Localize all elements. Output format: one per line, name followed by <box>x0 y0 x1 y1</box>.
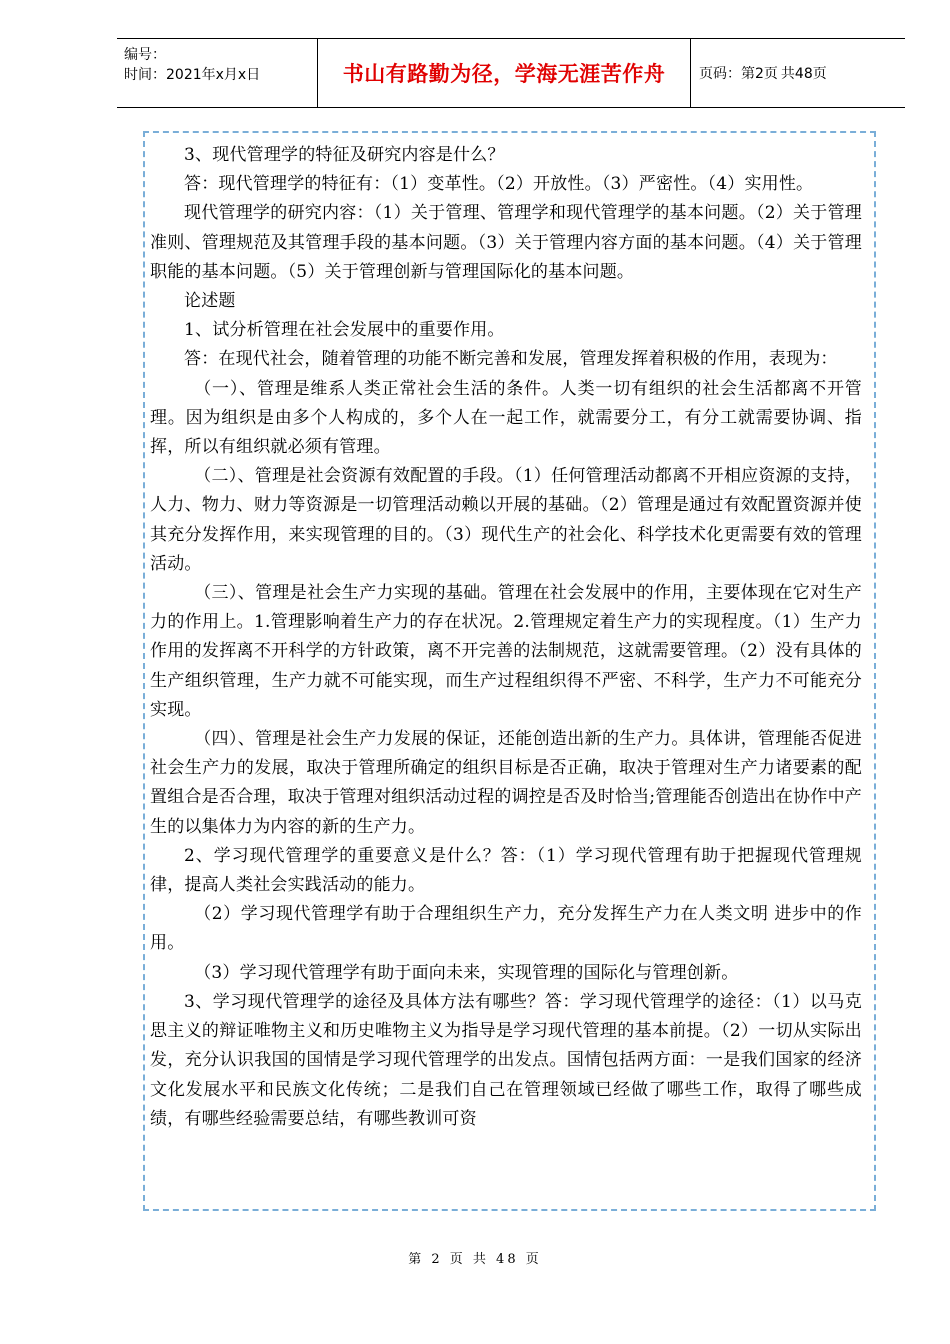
page-label: 页码：第2页 <box>699 66 778 82</box>
paragraph: （一）、管理是维系人类正常社会生活的条件。人类一切有组织的社会生活都离不开管理。因为组织是由多个人构成的，多个人在一起工作，就需要分工，有分工就需要协调、指挥，所以有组织就必须有管理。 <box>150 378 862 458</box>
paragraph: 答：现代管理学的特征有：（1）变革性。（2）开放性。（3）严密性。（4）实用性。 <box>184 174 814 195</box>
paragraph: （3）学习现代管理学有助于面向未来，实现管理的国际化与管理创新。 <box>194 962 739 983</box>
paragraph: 3、现代管理学的特征及研究内容是什么？ <box>184 145 505 165</box>
page-footer: 第 2 页 共 48 页 <box>408 1252 542 1267</box>
header-motto: 书山有路勤为径，学海无涯苦作舟 <box>342 61 666 86</box>
paragraph: 1、试分析管理在社会发展中的重要作用。 <box>184 320 505 341</box>
paragraph: （三）、管理是社会生产力实现的基础。管理在社会发展中的作用，主要体现在它对生产力的作用上。1.管理影响着生产力的存在状况。2.管理规定着生产力的实现程度。（1）生产力作用的发挥离不开科学的方针政策，离不开完善的法制规范，这就需要管理。（2）没有具体的生产组织管理，生产力就不可能实现，而生产过程组织得不严密、不科学，生产力不可能充分实现。 <box>150 583 862 720</box>
document-body <box>150 141 862 1134</box>
time-label: 时间：2021年x月x日 <box>124 67 261 83</box>
code-label: 编号： <box>124 47 166 63</box>
paragraph: （二）、管理是社会资源有效配置的手段。（1）任何管理活动都离不开相应资源的支持，人力、物力、财力等资源是一切管理活动赖以开展的基础。（2）管理是通过有效配置资源并使其充分发挥作用，来实现管理的目的。（3）现代生产的社会化、科学技术化更需要有效的管理活动。 <box>150 466 862 574</box>
header-page-info <box>691 39 905 107</box>
paragraph: 2、学习现代管理学的重要意义是什么？答：（1）学习现代管理有助于把握现代管理规律，提高人类社会实践活动的能力。 <box>150 845 862 896</box>
paragraph: 3、学习现代管理学的途径及具体方法有哪些？答：学习现代管理学的途径：（1）以马克思主义的辩证唯物主义和历史唯物主义为指导是学习现代管理的基本前提。（2）一切从实际出发，充分认识我国的国情是学习现代管理学的出发点。国情包括两方面：一是我们国家的经济文化发展水平和民族文化传统；二是我们自己在管理领域已经做了哪些工作，取得了哪些成绩，有哪些经验需要总结，有哪些教训可资 <box>150 991 862 1129</box>
page-header <box>117 38 905 108</box>
header-info <box>117 39 317 107</box>
section-heading: 论述题 <box>184 291 236 312</box>
paragraph: 现代管理学的研究内容：（1）关于管理、管理学和现代管理学的基本问题。（2）关于管理准则、管理规范及其管理手段的基本问题。（3）关于管理内容方面的基本问题。（4）关于管理职能的基本问题。（5）关于管理创新与管理国际化的基本问题。 <box>150 203 862 282</box>
paragraph: （四）、管理是社会生产力发展的保证，还能创造出新的生产力。具体讲，管理能否促进社会生产力的发展，取决于管理所确定的组织目标是否正确，取决于管理对生产力诸要素的配置组合是否合理，取决于管理对组织活动过程的调控是否及时恰当;管理能否创造出在协作中产生的以集体力为内容的新的生产力。 <box>150 729 862 837</box>
total-label: 共48页 <box>780 66 827 82</box>
header-motto-cell <box>317 39 691 107</box>
paragraph: （2）学习现代管理学有助于合理组织生产力，充分发挥生产力在人类文明 进步中的作用。 <box>150 904 862 954</box>
paragraph: 答：在现代社会，随着管理的功能不断完善和发展，管理发挥着积极的作用，表现为： <box>184 349 838 370</box>
